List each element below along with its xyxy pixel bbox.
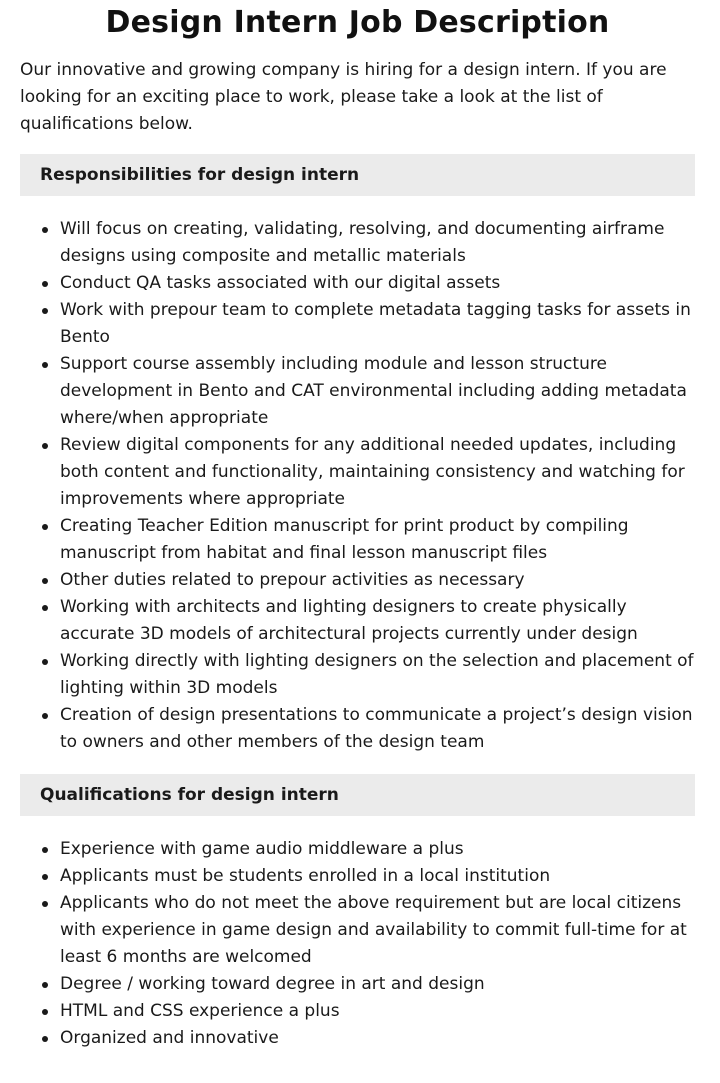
list-item: Organized and innovative <box>60 1025 700 1052</box>
list-item: Working directly with lighting designers on the selection and placement of lighting within 3D models <box>60 648 700 702</box>
list-item: Creation of design presentations to communicate a project’s design vision to owners and other members of the design team <box>60 702 700 756</box>
list-item: Applicants who do not meet the above requirement but are local citizens with experience in game design and availability to commit full-time for at least 6 months are welcomed <box>60 890 700 971</box>
list-item: Conduct QA tasks associated with our digital assets <box>60 270 700 297</box>
qualifications-heading: Qualifications for design intern <box>20 774 695 816</box>
list-item: Support course assembly including module and lesson structure development in Bento and CAT environmental including adding metadata where/when appropriate <box>60 351 700 432</box>
list-item: Degree / working toward degree in art and design <box>60 971 700 998</box>
page-title: Design Intern Job Description <box>105 5 610 40</box>
list-item: Applicants must be students enrolled in a local institution <box>60 863 700 890</box>
list-item: Experience with game audio middleware a plus <box>60 836 700 863</box>
list-item: Creating Teacher Edition manuscript for print product by compiling manuscript from habitat and final lesson manuscript files <box>60 513 700 567</box>
list-item: Working with architects and lighting designers to create physically accurate 3D models of architectural projects currently under design <box>60 594 700 648</box>
list-item: Review digital components for any additional needed updates, including both content and functionality, maintaining consistency and watching for improvements where appropriate <box>60 432 700 513</box>
responsibilities-list <box>20 216 695 756</box>
list-item: Will focus on creating, validating, resolving, and documenting airframe designs using composite and metallic materials <box>60 216 700 270</box>
intro-paragraph: Our innovative and growing company is hiring for a design intern. If you are looking for an exciting place to work, please take a look at the list of qualifications below. <box>20 60 667 134</box>
list-item: HTML and CSS experience a plus <box>60 998 700 1025</box>
list-item: Other duties related to prepour activities as necessary <box>60 567 700 594</box>
qualifications-list <box>20 836 695 1052</box>
responsibilities-heading: Responsibilities for design intern <box>20 154 695 196</box>
list-item: Work with prepour team to complete metadata tagging tasks for assets in Bento <box>60 297 700 351</box>
